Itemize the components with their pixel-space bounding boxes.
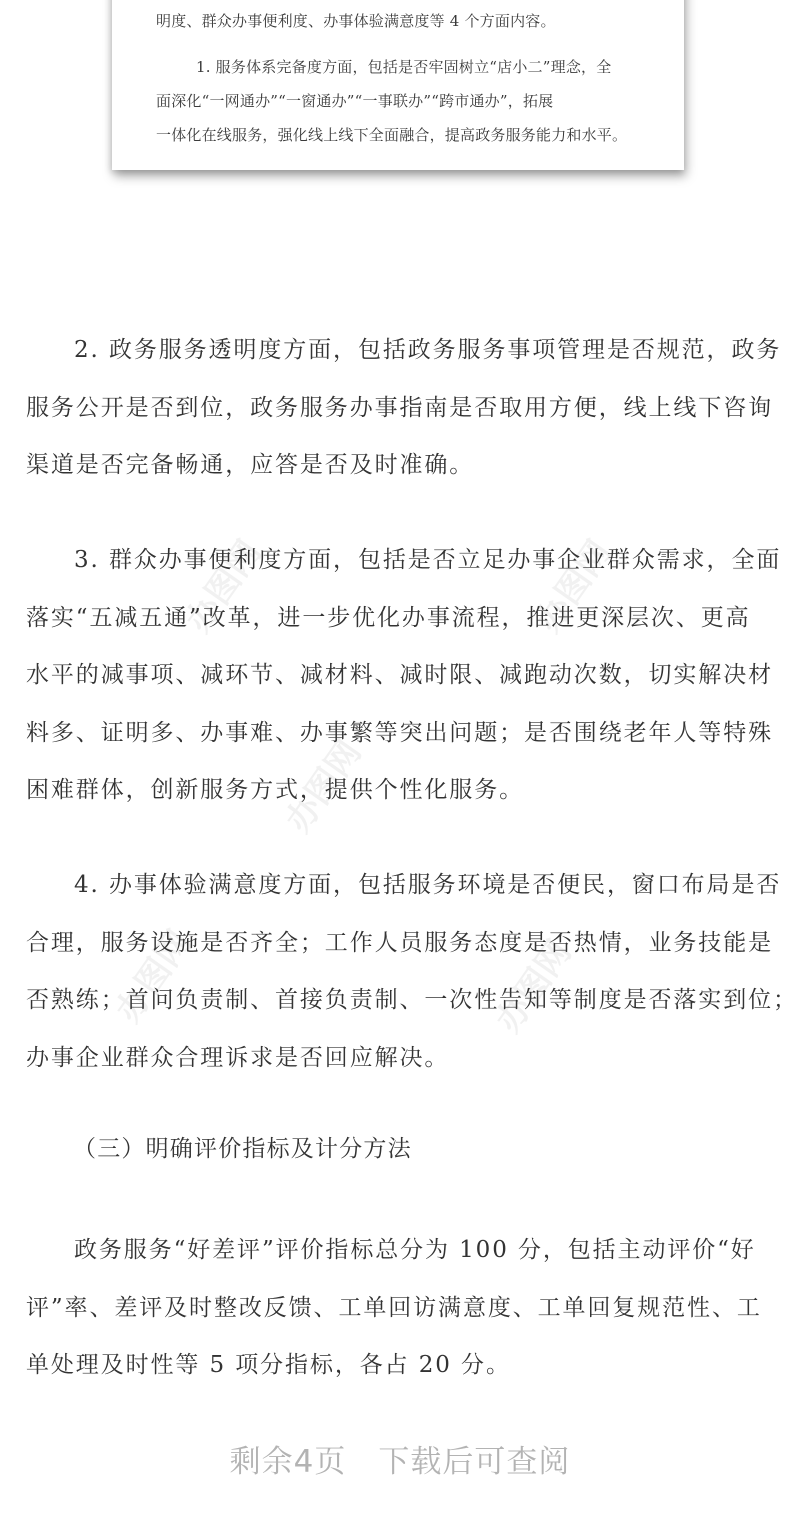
- paragraph-line: 单处理及时性等 5 项分指标，各占 20 分。: [26, 1352, 511, 1378]
- card-line: 明度、群众办事便利度、办事体验满意度等 4 个方面内容。: [156, 12, 556, 30]
- watermark-text: 办图网: [178, 533, 270, 640]
- paragraph-line: 3. 群众办事便利度方面，包括是否立足办事企业群众需求，全面: [74, 547, 782, 573]
- paragraph-satisfaction: [26, 857, 800, 1087]
- document-preview-card: [112, 0, 684, 170]
- watermark-text: 办图网: [108, 923, 200, 1030]
- watermark-text: 办图网: [528, 533, 620, 640]
- paragraph-line: 落实“五减五通”改革，进一步优化办事流程，推进更深层次、更高: [26, 604, 751, 631]
- watermark-text: 办图网: [278, 733, 370, 840]
- paragraph-convenience: [26, 532, 800, 820]
- paragraph-line: 2. 政务服务透明度方面，包括政务服务事项管理是否规范，政务: [74, 337, 782, 363]
- card-line: 一体化在线服务，强化线上线下全面融合，提高政务服务能力和水平。: [156, 126, 628, 144]
- download-to-read-more-link[interactable]: [0, 1432, 800, 1492]
- paragraph-transparency: [26, 322, 800, 495]
- download-action-text: 下载后可查阅: [378, 1444, 571, 1480]
- paragraph-line: 4. 办事体验满意度方面，包括服务环境是否便民，窗口布局是否: [74, 872, 782, 898]
- card-line: 1. 服务体系完备度方面，包括是否牢固树立“店小二”理念，全: [196, 58, 612, 76]
- paragraph-line: 合理，服务设施是否齐全；工作人员服务态度是否热情，业务技能是: [26, 929, 773, 956]
- card-line: 面深化“一网通办”“一窗通办”“一事联办”“跨市通办”，拓展: [156, 92, 554, 110]
- paragraph-line: 否熟练；首问负责制、首接负责制、一次性告知等制度是否落实到位；: [26, 987, 798, 1013]
- paragraph-line: 服务公开是否到位，政务服务办事指南是否取用方便，线上线下咨询: [26, 394, 773, 421]
- paragraph-line: 政务服务“好差评”评价指标总分为 100 分，包括主动评价“好: [74, 1237, 756, 1263]
- remaining-pages-text: 剩余4页: [229, 1444, 347, 1480]
- paragraph-line: 办事企业群众合理诉求是否回应解决。: [26, 1044, 450, 1071]
- paragraph-line: 困难群体，创新服务方式，提供个性化服务。: [26, 777, 524, 803]
- paragraph-line: 水平的减事项、减环节、减材料、减时限、减跑动次数，切实解决材: [26, 662, 773, 688]
- paragraph-scoring: [26, 1222, 800, 1395]
- paragraph-line: 评”率、差评及时整改反馈、工单回访满意度、工单回复规范性、工: [26, 1294, 762, 1321]
- paragraph-line: 渠道是否完备畅通，应答是否及时准确。: [26, 452, 475, 478]
- watermark-text: 办图网: [488, 933, 580, 1040]
- section-heading: （三）明确评价指标及计分方法: [73, 1136, 412, 1162]
- paragraph-line: 料多、证明多、办事难、办事繁等突出问题；是否围绕老年人等特殊: [26, 719, 773, 746]
